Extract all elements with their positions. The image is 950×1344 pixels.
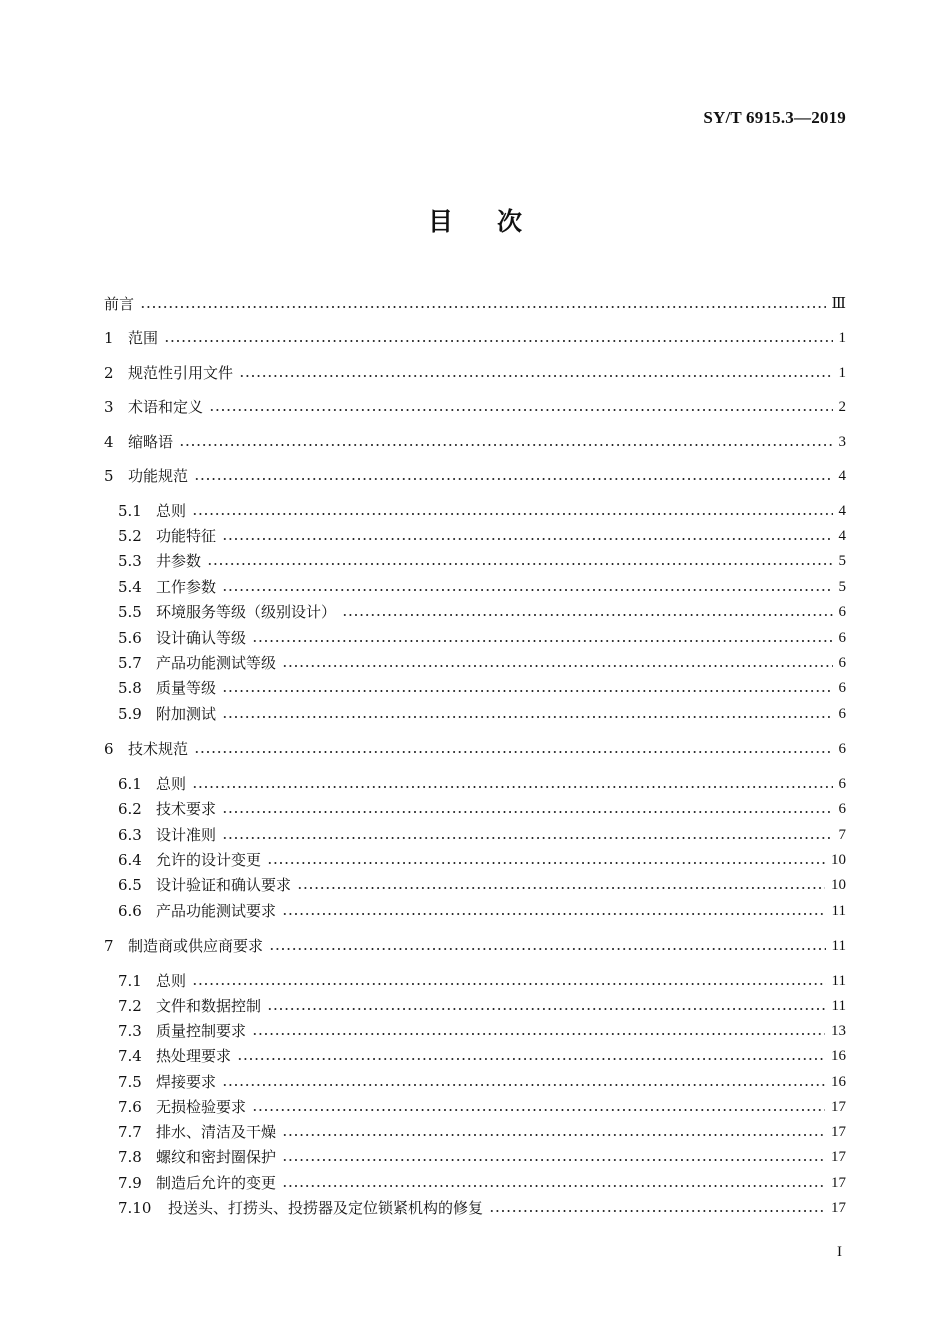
toc-entry-label: 质量等级: [156, 679, 217, 697]
dot-leader: [252, 1032, 825, 1036]
dot-leader: [239, 374, 832, 378]
toc-entry[interactable]: [104, 932, 846, 956]
toc-entry-label: 功能特征: [156, 527, 217, 545]
toc-entry-page: 17: [831, 1124, 846, 1140]
toc-entry-number: 5.1: [118, 502, 142, 520]
dot-leader: [282, 912, 826, 916]
toc-entry-number: 5.5: [118, 603, 142, 621]
dot-leader: [282, 664, 832, 668]
toc-entry[interactable]: [118, 497, 846, 521]
toc-entry[interactable]: [118, 846, 846, 870]
toc-entry-label: 缩略语: [128, 433, 174, 451]
toc-entry-number: 4: [104, 433, 114, 451]
toc-entry-page: 4: [838, 528, 846, 544]
toc-entry-label: 热处理要求: [156, 1047, 232, 1065]
toc-entry-page: 10: [831, 877, 846, 893]
toc-entry-number: 5.7: [118, 654, 142, 672]
toc-entry-page: 16: [831, 1048, 846, 1064]
toc-entry-label: 制造后允许的变更: [156, 1174, 277, 1192]
toc-entry-label: 制造商或供应商要求: [128, 937, 264, 955]
toc-entry-page: 11: [831, 973, 846, 989]
toc-entry[interactable]: [118, 1194, 846, 1218]
toc-entry[interactable]: [118, 598, 846, 622]
dot-leader: [192, 785, 832, 789]
toc-entry-label: 产品功能测试要求: [156, 902, 277, 920]
toc-entry-page: 7: [838, 827, 846, 843]
toc-entry-number: 7.9: [118, 1174, 142, 1192]
toc-entry-label: 允许的设计变更: [156, 851, 262, 869]
dot-leader: [222, 588, 832, 592]
toc-entry-number: 7.7: [118, 1123, 142, 1141]
toc-entry-number: 7.4: [118, 1047, 142, 1065]
toc-entry[interactable]: [118, 674, 846, 698]
toc-entry-label: 范围: [128, 329, 159, 347]
toc-entry-label: 总则: [156, 972, 187, 990]
dot-leader: [267, 1007, 826, 1011]
toc-entry-number: 6: [104, 740, 114, 758]
toc-entry-page: 2: [838, 399, 846, 415]
toc-entry-label: 功能规范: [128, 467, 189, 485]
toc-entry-page: 4: [838, 503, 846, 519]
dot-leader: [207, 562, 832, 566]
dot-leader: [489, 1209, 825, 1213]
toc-entry[interactable]: [118, 795, 846, 819]
dot-leader: [342, 613, 832, 617]
dot-leader: [222, 836, 832, 840]
toc-entry-number: 7.1: [118, 972, 142, 990]
toc-entry-number: 5.8: [118, 679, 142, 697]
toc-entry-label: 设计验证和确认要求: [156, 876, 292, 894]
toc-entry-page: 11: [831, 998, 846, 1014]
dot-leader: [252, 1108, 825, 1112]
toc-entry-label: 质量控制要求: [156, 1022, 247, 1040]
toc-entry[interactable]: [118, 871, 846, 895]
toc-entry[interactable]: [118, 967, 846, 991]
toc-entry-number: 5.3: [118, 552, 142, 570]
toc-entry[interactable]: [104, 393, 846, 417]
toc-entry-page: 17: [831, 1200, 846, 1216]
toc-entry-page: 6: [838, 630, 846, 646]
toc-entry-number: 7.5: [118, 1073, 142, 1091]
toc-entry[interactable]: [104, 428, 846, 452]
toc-entry-number: 6.3: [118, 826, 142, 844]
toc-entry[interactable]: [118, 700, 846, 724]
dot-leader: [282, 1184, 825, 1188]
toc-entry-label: 工作参数: [156, 578, 217, 596]
dot-leader: [282, 1133, 825, 1137]
toc-entry[interactable]: [118, 1093, 846, 1117]
toc-entry-label: 总则: [156, 502, 187, 520]
dot-leader: [267, 861, 825, 865]
toc-entry[interactable]: [118, 547, 846, 571]
toc-entry[interactable]: [104, 462, 846, 486]
toc-entry[interactable]: [118, 1143, 846, 1167]
dot-leader: [194, 750, 832, 754]
toc-entry[interactable]: [104, 324, 846, 348]
dot-leader: [192, 512, 832, 516]
toc-entry[interactable]: [118, 992, 846, 1016]
toc-entry[interactable]: [118, 770, 846, 794]
toc-entry-number: 1: [104, 329, 114, 347]
toc-entry-label: 环境服务等级（级别设计）: [156, 603, 337, 621]
dot-leader: [222, 715, 832, 719]
toc-entry[interactable]: [118, 1017, 846, 1041]
page-title: 目次: [427, 207, 566, 236]
toc-entry-number: 7.8: [118, 1148, 142, 1166]
toc-entry[interactable]: [118, 1068, 846, 1092]
toc-entry-page: 5: [838, 579, 846, 595]
toc-entry-number: 5.2: [118, 527, 142, 545]
dot-leader: [164, 339, 832, 343]
toc-entry-label: 附加测试: [156, 705, 217, 723]
toc-entry-number: 2: [104, 364, 114, 382]
toc-entry-number: 5: [104, 467, 114, 485]
toc-entry[interactable]: [118, 1169, 846, 1193]
toc-entry-number: 6.2: [118, 800, 142, 818]
toc-entry-number: 6.1: [118, 775, 142, 793]
toc-entry-page: 6: [838, 776, 846, 792]
toc-entry-number: 7.2: [118, 997, 142, 1015]
toc-entry-number: 7.3: [118, 1022, 142, 1040]
dot-leader: [269, 947, 826, 951]
toc-entry[interactable]: [118, 897, 846, 921]
toc-entry-page: 5: [838, 553, 846, 569]
toc-entry-number: 7.6: [118, 1098, 142, 1116]
toc-entry-number: 3: [104, 398, 114, 416]
toc-entry-label: 产品功能测试等级: [156, 654, 277, 672]
toc-entry-page: 6: [838, 741, 846, 757]
toc-entry-label: 技术要求: [156, 800, 217, 818]
toc-entry-page: 3: [838, 434, 846, 450]
dot-leader: [194, 477, 832, 481]
toc-entry[interactable]: [118, 1118, 846, 1142]
toc-entry-page: 10: [831, 852, 846, 868]
toc-entry-label: 设计准则: [156, 826, 217, 844]
standard-code: SY/T 6915.3—2019: [703, 108, 846, 127]
toc-entry-label: 总则: [156, 775, 187, 793]
toc-entry-page: 4: [838, 468, 846, 484]
toc-entry-label: 无损检验要求: [156, 1098, 247, 1116]
toc-entry[interactable]: [118, 649, 846, 673]
dot-leader: [282, 1158, 825, 1162]
toc-entry[interactable]: [118, 522, 846, 546]
toc-entry-label: 螺纹和密封圈保护: [156, 1148, 277, 1166]
toc-entry-label: 前言: [104, 295, 135, 313]
toc-entry-page: 6: [838, 655, 846, 671]
dot-leader: [192, 982, 826, 986]
toc-entry-page: 11: [831, 938, 846, 954]
toc-entry-label: 焊接要求: [156, 1073, 217, 1091]
dot-leader: [297, 886, 825, 890]
toc-entry-page: 17: [831, 1175, 846, 1191]
toc-entry-label: 排水、清洁及干燥: [156, 1123, 277, 1141]
dot-leader: [140, 305, 826, 309]
dot-leader: [222, 689, 832, 693]
page-number: I: [837, 1244, 842, 1260]
toc-entry[interactable]: [104, 290, 846, 314]
toc-entry[interactable]: [104, 359, 846, 383]
toc-entry-label: 设计确认等级: [156, 629, 247, 647]
toc-entry-number: 7.10: [118, 1199, 152, 1217]
dot-leader: [179, 443, 832, 447]
toc-entry-number: 6.6: [118, 902, 142, 920]
toc-entry-label: 术语和定义: [128, 398, 204, 416]
toc-entry-page: 6: [838, 604, 846, 620]
toc-entry-page: 1: [838, 330, 846, 346]
dot-leader: [222, 537, 832, 541]
toc-entry-label: 技术规范: [128, 740, 189, 758]
toc-entry-page: 17: [831, 1149, 846, 1165]
toc-entry-number: 5.6: [118, 629, 142, 647]
dot-leader: [209, 408, 832, 412]
toc-entry-label: 规范性引用文件: [128, 364, 234, 382]
toc-entry[interactable]: [104, 735, 846, 759]
dot-leader: [252, 639, 832, 643]
toc-entry-number: 6.4: [118, 851, 142, 869]
toc-entry-page: 6: [838, 680, 846, 696]
toc-entry[interactable]: [118, 821, 846, 845]
toc-entry-page: 6: [838, 801, 846, 817]
toc-entry-page: 11: [831, 903, 846, 919]
toc-entry-page: 16: [831, 1074, 846, 1090]
toc-entry-number: 7: [104, 937, 114, 955]
dot-leader: [222, 810, 832, 814]
toc-entry-label: 投送头、打捞头、投捞器及定位锁紧机构的修复: [168, 1199, 484, 1217]
toc-entry[interactable]: [118, 573, 846, 597]
toc-entry-page: 13: [831, 1023, 846, 1039]
toc-entry[interactable]: [118, 1042, 846, 1066]
toc-entry-number: 5.4: [118, 578, 142, 596]
toc-entry-page: 17: [831, 1099, 846, 1115]
toc-entry-page: 1: [838, 365, 846, 381]
toc-entry-label: 井参数: [156, 552, 202, 570]
toc-entry-number: 6.5: [118, 876, 142, 894]
dot-leader: [237, 1057, 825, 1061]
dot-leader: [222, 1083, 825, 1087]
toc-entry-label: 文件和数据控制: [156, 997, 262, 1015]
toc-entry[interactable]: [118, 624, 846, 648]
toc-entry-number: 5.9: [118, 705, 142, 723]
toc-entry-page: 6: [838, 706, 846, 722]
toc-entry-page: Ⅲ: [831, 296, 846, 312]
